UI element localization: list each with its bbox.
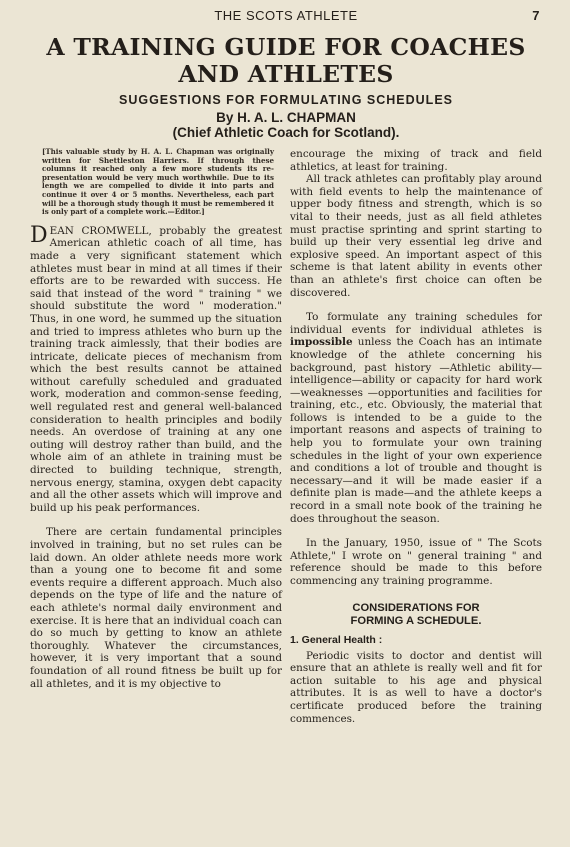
article-subtitle: SUGGESTIONS FOR FORMULATING SCHEDULES (119, 93, 453, 107)
paragraph-opening-text: EAN CROMWELL, probably the greatest American athletic coach of all time, has made a very significant statement which athletes must bear in mind at all times if their efforts are to be rewarded with success. He said that instead of the word " training " we should substitute the word " moderation." Thus, in one word, he summed up the situation and tried to impress athletes who burn up the training track aimlessly, that their bodies are intricate, delicate pieces of mechanism from which the best results cannot be attained without carefully scheduled and graduated work, moderation and common-sense feeding, well regulated rest and general well-balanced consideration to health principles and bodily needs. An overdose of training at any one outing will destroy rather than build, and the whole aim of an athlete in training must be directed to building technique, strength, nervous energy, stamina, oxygen debt capacity and all the other assets which will improve and build up his peak performances. (30, 224, 282, 514)
paragraph-field-events: All track athletes can profitably play around with field events to help the maintenance of upper body fitness and strength, which is so vital to their needs, just as all field athletes must practise sprinting and sprint starting to build up their very essential leg drive and explosive speed. An important aspect of this scheme is that latent ability in events other than an athlete's first choice can often be discovered. (290, 173, 542, 299)
article-body (30, 148, 542, 725)
schedules-text-end: unless the Coach has an intimate knowledge of the athlete concerning his background, past history —Athletic ability—intelligence—ability or capacity for hard work—weaknesses —opportunities and facilities for training, etc., etc. Obviously, the material that follows is intended to be a guide to the important reasons and aspects of training to help you to formulate your own training schedules in the light of your own experience and conditions a lot of trouble and thought is necessary—and it will be made easier if a definite plan is made—and the athlete keeps a record in a small note book of the training he does throughout the season. (290, 336, 542, 525)
running-head (30, 8, 542, 30)
paragraph-principles: There are certain fundamental principles involved in training, but no set rules can be laid down. An older athlete needs more work than a young one to become fit and some events require a different approach. Much also depends on the type of life and the nature of each athlete's normal daily environment and exercise. It is here that an individual coach can do so much by getting to know an athlete thoroughly. Whatever the circumstances, however, it is very important that a sound foundation of all round fitness be built up for all athletes, and it is my objective to (30, 526, 282, 690)
byline: By H. A. L. CHAPMAN (216, 110, 356, 125)
title-line-2: AND ATHLETES (178, 60, 394, 88)
paragraph-opening (30, 222, 282, 515)
schedules-text-start: To formulate any training schedules for individual events for individual athletes is (290, 311, 542, 336)
section-heading-line-2: FORMING A SCHEDULE. (350, 614, 482, 627)
publication-name: THE SCOTS ATHLETE (214, 8, 358, 23)
section-heading (290, 602, 542, 628)
editor-note: [This valuable study by H. A. L. Chapman was originally written for Shettleston Harriers. If through these columns it reached only a few more students its re-presentation would be very much worthwhile. Due to its length we are compelled to divide it into parts and continue it over 4 or 5 months. Nevertheless, each part will be a thorough study though it must be remembered it is only part of a complete work.—Editor.] (42, 147, 274, 217)
left-column (30, 148, 282, 725)
drop-cap: D (30, 222, 48, 248)
schedules-emphasis: impossible (290, 336, 353, 349)
subheading-general-health: 1. General Health : (290, 633, 383, 646)
page-number: 7 (532, 8, 540, 23)
title-line-1: A TRAINING GUIDE FOR COACHES (46, 33, 526, 61)
paragraph-reference: In the January, 1950, issue of " The Scots Athlete," I wrote on " general training " and reference should be made to this before commencing any training programme. (290, 537, 542, 587)
byline-role: (Chief Athletic Coach for Scotland). (172, 125, 400, 140)
paragraph-general-health: Periodic visits to doctor and dentist will ensure that an athlete is really well and fit for action suitable to his age and physical attributes. It is as well to have a doctor's certificate produced before the training commences. (290, 649, 542, 725)
paragraph-schedules (290, 311, 542, 525)
right-column (290, 148, 542, 725)
paragraph-continued: encourage the mixing of track and field athletics, at least for training. (290, 148, 542, 173)
section-heading-line-1: CONSIDERATIONS FOR (352, 601, 480, 614)
article-title (30, 34, 542, 88)
